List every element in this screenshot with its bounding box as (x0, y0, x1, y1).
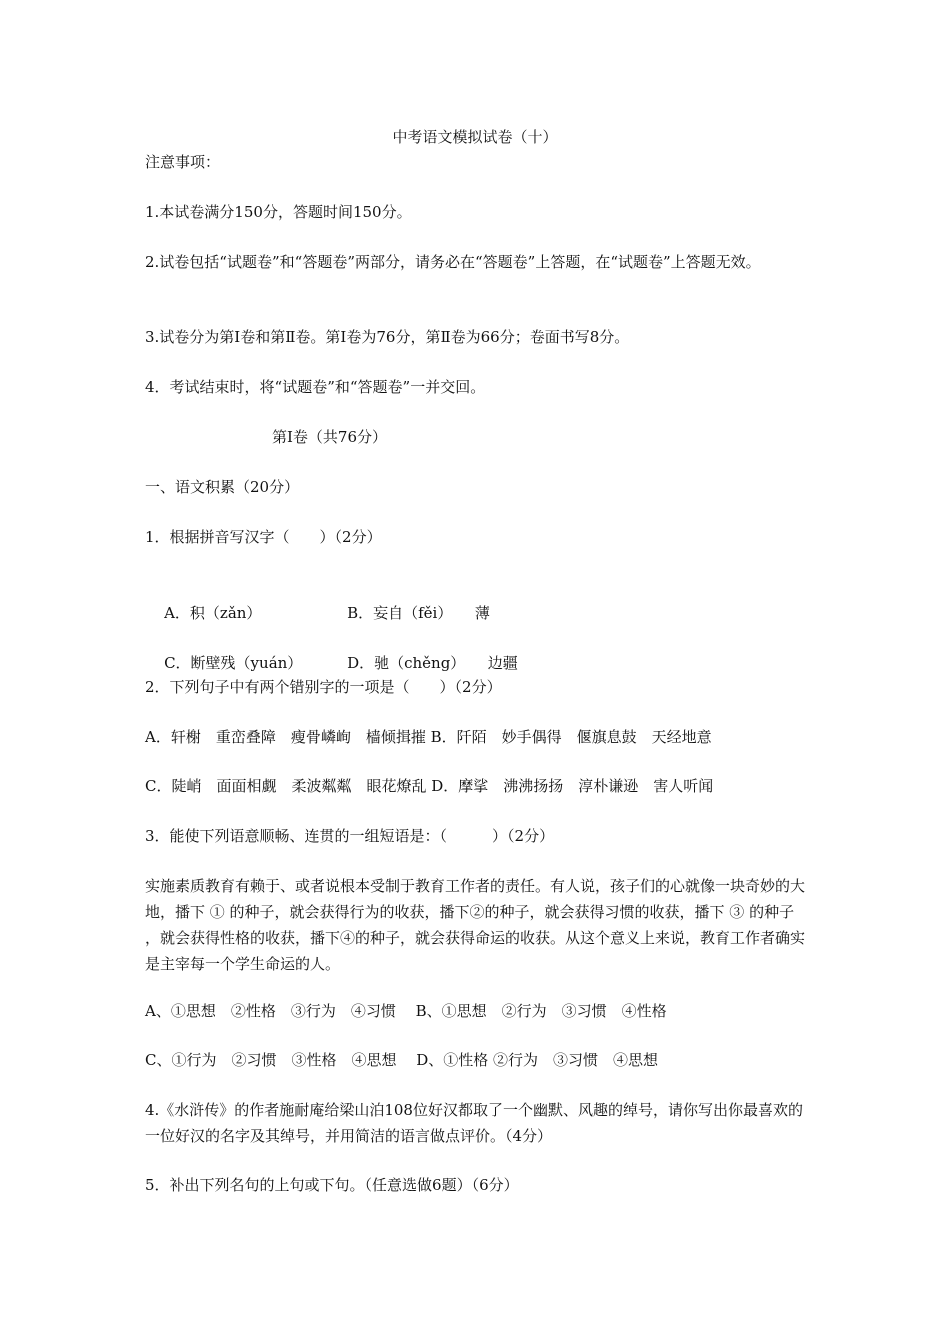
part-heading: 一、语文积累（20分） (145, 478, 300, 496)
question-3-stem: 3．能使下列语意顺畅、连贯的一组短语是：（ ）（2分） (145, 827, 555, 845)
question-2-options-row-1: A．轩榭 重峦叠障 瘦骨嶙峋 樯倾揖摧 B．阡陌 妙手偶得 偃旗息鼓 天经地意 (145, 728, 712, 746)
notice-item-3: 3.试卷分为第Ⅰ卷和第Ⅱ卷。第Ⅰ卷为76分，第Ⅱ卷为66分；卷面书写8分。 (145, 328, 630, 346)
question-2-options-row-2: C．陡峭 面面相觑 柔波粼粼 眼花燎乱 D．摩挲 沸沸扬扬 淳朴谦逊 害人听闻 (145, 777, 714, 795)
question-1-stem: 1．根据拼音写汉字（ ）（2分） (145, 528, 382, 546)
question-3-passage: 实施素质教育有赖于、或者说根本受制于教育工作者的责任。有人说，孩子们的心就像一块奇妙的大地，播下 ① 的种子，就会获得行为的收获，播下②的种子，就会获得习惯的收获，播下 ③ 的种子 ，就会获得性格的收获，播下④的种子，就会获得命运的收获。从这个意义上来说，教育工作者确实是主宰每一个学生命运的人。 (145, 877, 806, 973)
question-4: 4.《水浒传》的作者施耐庵给梁山泊108位好汉都取了一个幽默、风趣的绰号，请你写出你最喜欢的一位好汉的名字及其绰号，并用简洁的语言做点评价。（4分） (145, 1101, 803, 1145)
question-1-option-d: D．驰（chěng） 边疆 (347, 654, 518, 672)
question-1-option-b: B．妄自（fěi） 薄 (347, 604, 490, 622)
notice-item-4: 4．考试结束时，将“试题卷”和“答题卷”一并交回。 (145, 378, 486, 396)
question-2-stem: 2．下列句子中有两个错别字的一项是（ ）（2分） (145, 678, 502, 696)
question-3-options-row-1: A、①思想 ②性格 ③行为 ④习惯 B、①思想 ②行为 ③习惯 ④性格 (145, 1002, 667, 1020)
notice-item-1: 1.本试卷满分150分，答题时间150分。 (145, 203, 412, 221)
question-1-option-a: A．积（zǎn） (164, 604, 262, 622)
page-title: 中考语文模拟试卷（十） (392, 128, 558, 146)
question-3-options-row-2: C、①行为 ②习惯 ③性格 ④思想 D、①性格 ②行为 ③习惯 ④思想 (145, 1051, 659, 1069)
question-1-option-c: C．断壁残（yuán） (164, 654, 303, 672)
question-5-stem: 5．补出下列名句的上句或下句。（任意选做6题）（6分） (145, 1176, 519, 1194)
notice-item-2: 2.试卷包括“试题卷”和“答题卷”两部分，请务必在“答题卷”上答题，在“试题卷”上答题无效。 (145, 253, 761, 271)
notice-heading: 注意事项： (145, 153, 221, 171)
section-heading: 第Ⅰ卷（共76分） (272, 428, 388, 446)
